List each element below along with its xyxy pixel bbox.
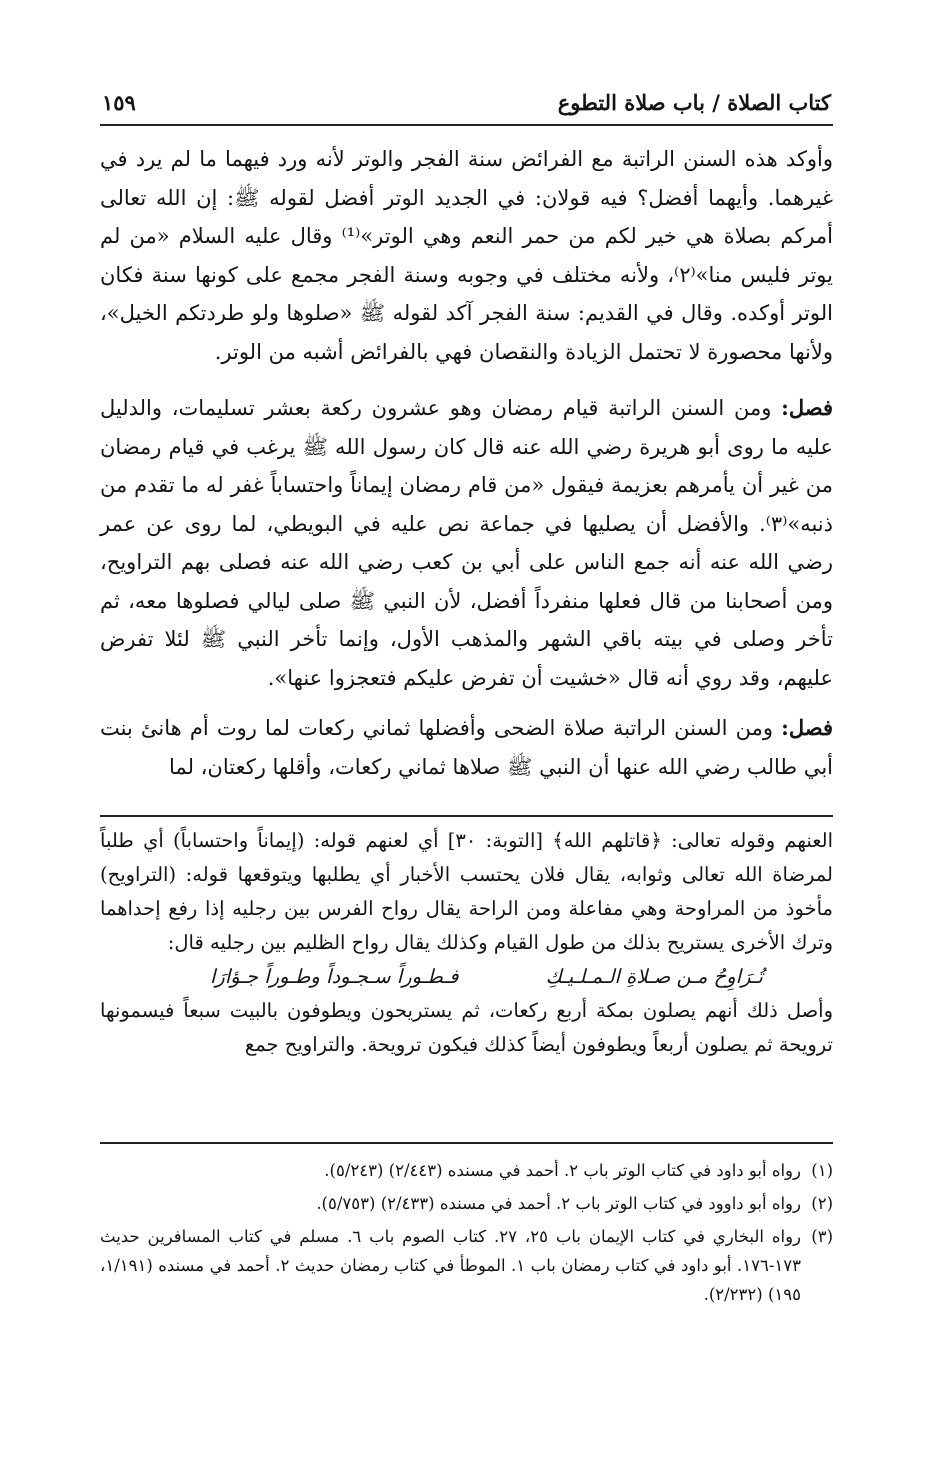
footnote-number: (١)	[811, 1161, 833, 1180]
section-label: فصل:	[781, 715, 833, 740]
page-number: ١٥٩	[102, 90, 136, 115]
main-text	[100, 140, 833, 798]
commentary-paragraph: العنهم وقوله تعالى: ﴿قاتلهم الله﴾ [التوبة: ٣٠] أي لعنهم قوله: (إيماناً واحتساباً) أي طلباً لمرضاة الله تعالى وثوابه، يقال فلان يحتسب الأخبار أي يطلبها ويتوقعها قوله: (التراويح) مأخوذ من المراوحة وهي مفاعلة ومن الراحة يقال رواح الفرس بين رجليه إذا رفع إحداهما وترك الأخرى يستريح بذلك من طول القيام وكذلك يقال رواح الظليم بين رجليه قال:	[100, 829, 834, 954]
footnote-number: (٢)	[811, 1194, 833, 1213]
footnote-text: رواه أبو داوود في كتاب الوتر باب ٢. أحمد في مسنده (٢/٤٣٣) (٥/٧٥٣).	[316, 1194, 801, 1213]
footnote-text: رواه أبو داود في كتاب الوتر باب ٢. أحمد في مسنده (٢/٤٤٣) (٥/٢٤٣).	[324, 1161, 801, 1180]
verse-second-hemistich: فـطـوراً سـجـوداً وطـوراً جـؤارَا	[210, 965, 459, 988]
footnote-2	[100, 1189, 833, 1218]
running-header	[100, 84, 833, 126]
footnote-text: رواه البخاري في كتاب الإيمان باب ٢٥، ٢٧. كتاب الصوم باب ٦. مسلم في كتاب المسافرين حديث ١٧٣-١٧٦. أبو داود في كتاب رمضان باب ١. الموطأ في كتاب رمضان حديث ٢. أحمد في مسنده (١/١٩١، ١٩٥) (٢/٢٣٢).	[100, 1227, 802, 1304]
footnote-3	[100, 1222, 833, 1309]
footnotes	[100, 1156, 833, 1313]
commentary-text	[100, 824, 833, 1062]
footnotes-divider	[100, 1142, 833, 1144]
book-section-title: كتاب الصلاة / باب صلاة التطوع	[557, 90, 831, 115]
verse-first-hemistich: تُـرَاوِحُ مـن صـلاةِ الـمـلـيـكِ	[545, 965, 763, 988]
footnote-1	[100, 1156, 833, 1185]
poem-verse	[100, 960, 833, 994]
section-label: فصل:	[781, 395, 833, 420]
paragraph-duha-prayer	[100, 709, 833, 786]
commentary-paragraph: وأصل ذلك أنهم يصلون بمكة أربع ركعات، ثم يستريحون ويطوفون بالبيت سبعاً فيسمونها ترويحة ثم يصلون أربعاً ويطوفون أيضاً كذلك فيكون ترويحة. والتراويح جمع	[100, 999, 833, 1056]
paragraph-witr-fajr: وأوكد هذه السنن الراتبة مع الفرائض سنة الفجر والوتر لأنه ورد فيهما ما لم يرد في غيرهما. وأيهما أفضل؟ فيه قولان: في الجديد الوتر أفضل لقوله ﷺ: إن الله تعالى أمركم بصلاة هي خير لكم من حمر النعم وهي الوتر»⁽¹⁾ وقال عليه السلام «من لم يوتر فليس منا»⁽٢⁾، ولأنه مختلف في وجوبه وسنة الفجر مجمع على كونها سنة فكان الوتر أوكده. وقال في القديم: سنة الفجر آكد لقوله ﷺ «صلوها ولو طردتكم الخيل»، ولأنها محصورة لا تحتمل الزيادة والنقصان فهي بالفرائض أشبه من الوتر.	[100, 147, 834, 364]
footnote-number: (٣)	[811, 1227, 833, 1246]
main-commentary-divider	[100, 815, 833, 817]
paragraph-text: ومن السنن الراتبة صلاة الضحى وأفضلها ثماني ركعات لما روت أم هانئ بنت أبي طالب رضي الله عنها أن النبي ﷺ صلاها ثماني ركعات، وأقلها ركعتان، لما	[100, 716, 833, 779]
paragraph-text: ومن السنن الراتبة قيام رمضان وهو عشرون ركعة بعشر تسليمات، والدليل عليه ما روى أبو هريرة رضي الله عنه قال كان رسول الله ﷺ يرغب في قيام رمضان من غير أن يأمرهم بعزيمة فيقول «من قام رمضان إيماناً واحتساباً غفر له ما تقدم من ذنبه»⁽٣⁾. والأفضل أن يصليها في جماعة نص عليه في البويطي، لما روى عن عمر رضي الله عنه أنه جمع الناس على أبي بن كعب رضي الله عنه فصلى بهم التراويح، ومن أصحابنا من قال فعلها منفرداً أفضل، لأن النبي ﷺ صلى ليالي فصلوها معه، ثم تأخر وصلى في بيته باقي الشهر والمذهب الأول، وإنما تأخر النبي ﷺ لئلا تفرض عليهم، وقد روي أنه قال «خشيت أن تفرض عليكم فتعجزوا عنها».	[100, 396, 833, 690]
paragraph-ramadan-prayer	[100, 389, 833, 697]
